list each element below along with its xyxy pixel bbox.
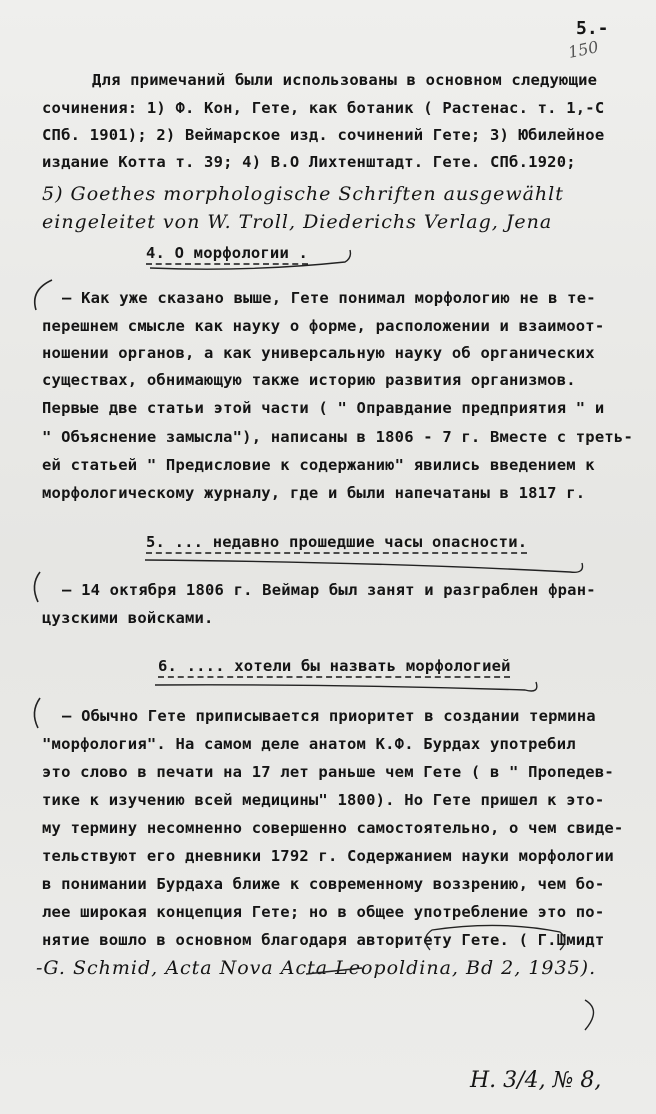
text-line: тике к изучению всей медицины" 1800). Но Гете пришел к это- [42, 791, 605, 809]
bracket-mark [585, 1000, 594, 1030]
underline-mark [155, 682, 537, 691]
text-line: ношении органов, а как универсальную науку об органических [42, 344, 595, 362]
text-line: издание Котта т. 39; 4) В.О Лихтенштадт. Гете. СПб.1920; [42, 153, 576, 171]
bracket-mark [34, 572, 40, 602]
page-number: 5.- [576, 18, 609, 39]
underline-mark [145, 560, 583, 572]
text-line: — Обычно Гете приписывается приоритет в создании термина [62, 707, 596, 725]
text-line: СПб. 1901); 2) Веймарское изд. сочинений Гете; 3) Юбилейное [42, 126, 605, 144]
text-line: в понимании Бурдаха ближе к современному воззрению, чем бо- [42, 875, 605, 893]
text-line: лее широкая концепция Гете; но в общее употребление это по- [42, 903, 605, 921]
handwritten-signature: Н. 3/4, № 8, [470, 1068, 602, 1093]
text-line: Для примечаний были использованы в основном следующие [92, 71, 598, 89]
text-line: Первые две статьи этой части ( " Оправдание предприятия " и [42, 399, 605, 417]
section-heading: 4. О морфологии . [146, 244, 309, 262]
text-line: нятие вошло в основном благодаря авторитету Гете. ( Г.Шмидт [42, 931, 605, 949]
text-line: — Как уже сказано выше, Гете понимал морфологию не в те- [62, 289, 596, 307]
text-line: му термину несомненно совершенно самостоятельно, о чем свиде- [42, 819, 624, 837]
bracket-mark [35, 280, 52, 310]
section-heading: 6. .... хотели бы назвать морфологией [158, 657, 511, 675]
text-line: сочинения: 1) Ф. Кон, Гете, как ботаник ( Растенас. т. 1,-С [42, 99, 605, 117]
handwritten-line: -G. Schmid, Acta Nova Acta Leopoldina, Bd 2, 1935). [36, 957, 597, 979]
text-line: это слово в печати на 17 лет раньше чем Гете ( в " Пропедев- [42, 763, 614, 781]
text-line: морфологическому журналу, где и были напечатаны в 1817 г. [42, 484, 586, 502]
text-line: перешнем смысле как науку о форме, расположении и взаимоот- [42, 317, 605, 335]
section-heading: 5. ... недавно прошедшие часы опасности. [146, 533, 528, 551]
archive-number: 150 [566, 37, 601, 62]
text-line: " Объяснение замысла"), написаны в 1806 - 7 г. Вместе с треть- [42, 428, 633, 446]
text-line: тельствуют его дневники 1792 г. Содержанием науки морфологии [42, 847, 614, 865]
text-line: цузскими войсками. [42, 609, 214, 627]
text-line: существах, обнимающую также историю развития организмов. [42, 371, 576, 389]
handwritten-line: eingeleitet von W. Troll, Diederichs Verlag, Jena [42, 211, 553, 233]
handwritten-line: 5) Goethes morphologische Schriften ausgewählt [42, 183, 564, 205]
bracket-mark [34, 698, 40, 728]
text-line: — 14 октября 1806 г. Веймар был занят и разграблен фран- [62, 581, 596, 599]
text-line: ей статьей " Предисловие к содержанию" явились введением к [42, 456, 595, 474]
text-line: "морфология". На самом деле анатом К.Ф. Бурдах употребил [42, 735, 576, 753]
